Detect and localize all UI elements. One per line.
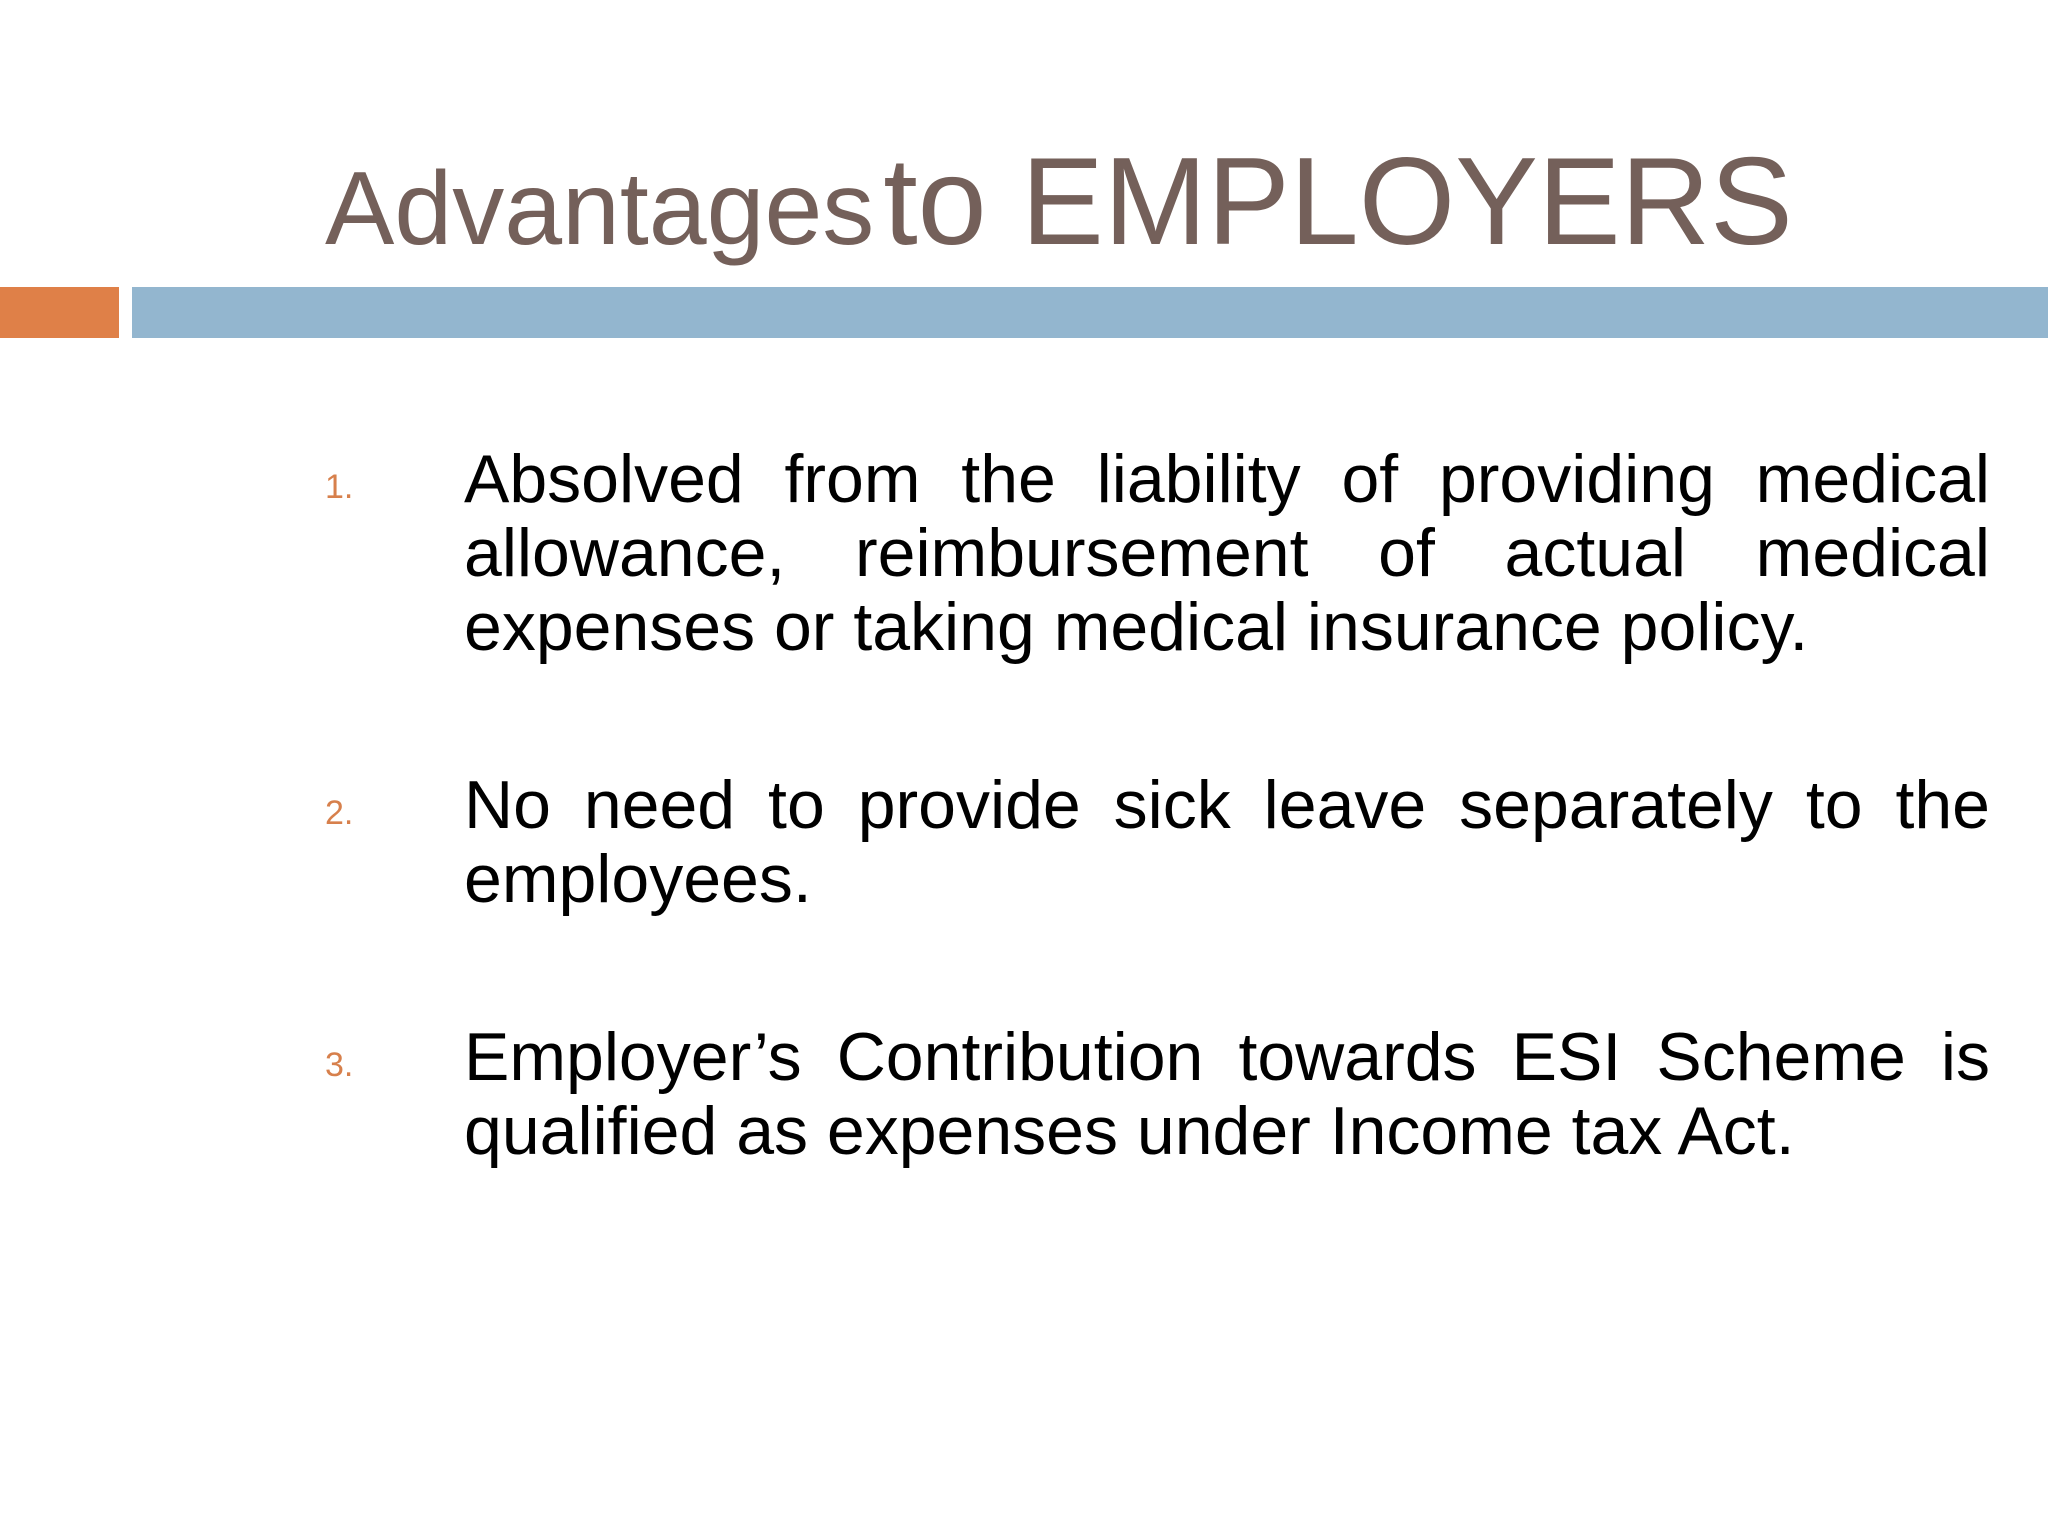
slide-title [325,133,1793,271]
list-item-text: Absolved from the liability of providing medical allowance, reimbursement of actual medical expenses or taking medical insurance policy. [464,441,1990,665]
list-item-number: 3. [325,1046,354,1084]
slide-title-part2: to EMPLOYERS [883,133,1793,271]
list-item [325,1020,1990,1168]
list-item-text: No need to provide sick leave separately to the employees. [464,767,1990,917]
list-item [325,768,1990,916]
list-item-number: 2. [325,794,354,832]
advantages-list [325,442,1990,1168]
list-item [325,442,1990,664]
list-item-text: Employer’s Contribution towards ESI Scheme is qualified as expenses under Income tax Act. [464,1019,1990,1169]
list-item-number: 1. [325,468,354,506]
title-accent-bar [0,287,119,338]
title-divider-bar [132,287,2048,338]
slide-title-part1: Advantages [325,151,875,267]
